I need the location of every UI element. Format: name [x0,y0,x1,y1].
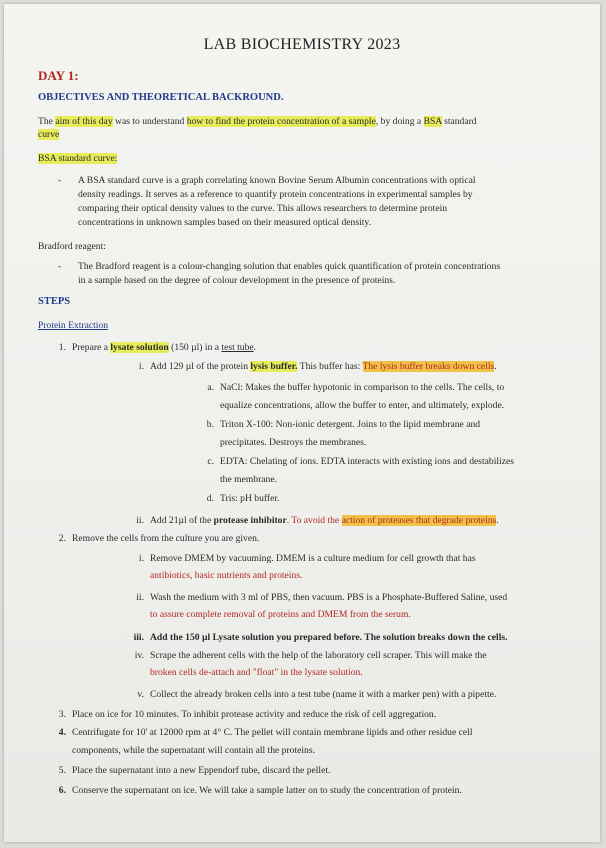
buffer-item-c: c. EDTA: Chelating of ions. EDTA interacts with existing ions and destabilizes [207,456,514,467]
step-2-iii: iii. Add the 150 µl Lysate solution you prepared before. The solution breaks down the cells. [133,632,508,643]
bsa-heading: BSA standard curve: [38,153,118,164]
bradford-heading: Bradford reagent: [38,241,106,252]
buffer-item-b-cont: precipitates. Destroys the membranes. [220,437,367,448]
objectives-heading: OBJECTIVES AND THEORETICAL BACKROUND. [38,92,284,103]
bsa-line: concentrations in unknown samples based on their measured optical density. [78,217,371,228]
buffer-item-a-cont: equalize concentrations, allow the buffer to enter, and ultimately, explode. [220,400,505,411]
step-2-iv-cont: broken cells de-attach and "float" in the lysate solution. [150,667,363,678]
step-2-i: i. Remove DMEM by vacuuming. DMEM is a culture medium for cell growth that has [138,553,476,564]
step-2-i-cont: antibiotics, basic nutrients and proteins. [150,570,303,581]
document-title: LAB BIOCHEMISTRY 2023 [203,36,401,53]
step-2-v: v. Collect the already broken cells into a test tube (name it with a marker pen) with a pipette. [137,689,497,700]
step-1-ii: ii. Add 21µl of the protease inhibitor. To avoid the action of proteases that degrade proteins. [136,515,499,526]
step-3: 3. Place on ice for 10 minutes. To inhibit protease activity and reduce the risk of cell aggregation. [58,709,437,720]
step-2-ii-cont: to assure complete removal of proteins and DMEM from the serum. [150,609,411,620]
document-page [4,4,600,842]
bsa-line: density readings. It serves as a reference to quantify protein concentrations in experimental samples by [78,189,473,200]
buffer-item-b: b. Triton X-100: Non-ionic detergent. Joins to the lipid membrane and [206,419,481,430]
aim-line-2: curve [38,129,60,140]
bsa-line: A BSA standard curve is a graph correlating known Bovine Serum Albumin concentrations with optical [78,175,476,186]
bradford-bullet: - [58,261,62,272]
aim-line-1: The aim of this day was to understand how to find the protein concentration of a sample, by doing a BSA standard [38,116,477,127]
day-heading: DAY 1: [38,68,79,83]
step-2-iv: iv. Scrape the adherent cells with the help of the laboratory cell scraper. This will make the [134,650,487,661]
step-6: 6. Conserve the supernatant on ice. We will take a sample latter on to study the concentration of protein. [58,785,462,796]
bsa-bullet: - [58,175,62,186]
aim-goal-highlight: how to find the protein concentration of a sample [186,116,376,127]
step-2: 2. Remove the cells from the culture you are given. [58,533,260,544]
buffer-item-a: a. NaCl: Makes the buffer hypotonic in comparison to the cells. The cells, to [207,382,505,393]
aim-highlight: aim of this day [55,116,113,127]
steps-heading: STEPS [38,296,71,307]
step-4: 4. Centrifugate for 10' at 12000 rpm at 4° C. The pellet will contain membrane lipids and other residue cell [58,727,473,738]
step-5: 5. Place the supernatant into a new Eppendorf tube, discard the pellet. [58,765,331,776]
protein-extraction-heading: Protein Extraction [38,320,109,331]
bsa-line: comparing their optical density values to the curve. This allows researchers to determine protein [78,203,448,214]
step-1-i: i. Add 129 µl of the protein lysis buffer. This buffer has: The lysis buffer breaks down cells. [138,361,497,372]
step-2-ii: ii. Wash the medium with 3 ml of PBS, then vacuum. PBS is a Phosphate-Buffered Saline, used [136,592,508,603]
step-1: 1. Prepare a lysate solution (150 µl) in a test tube. [58,342,257,353]
buffer-item-c-cont: the membrane. [220,474,278,485]
step-4-cont: components, while the supernatant will contain all the proteins. [72,745,315,756]
bradford-line: in a sample based on the degree of colour development in the presence of proteins. [78,275,396,286]
buffer-item-d: d. Tris: pH buffer. [206,493,280,504]
bradford-line: The Bradford reagent is a colour-changing solution that enables quick quantification of protein concentrations [78,261,501,272]
